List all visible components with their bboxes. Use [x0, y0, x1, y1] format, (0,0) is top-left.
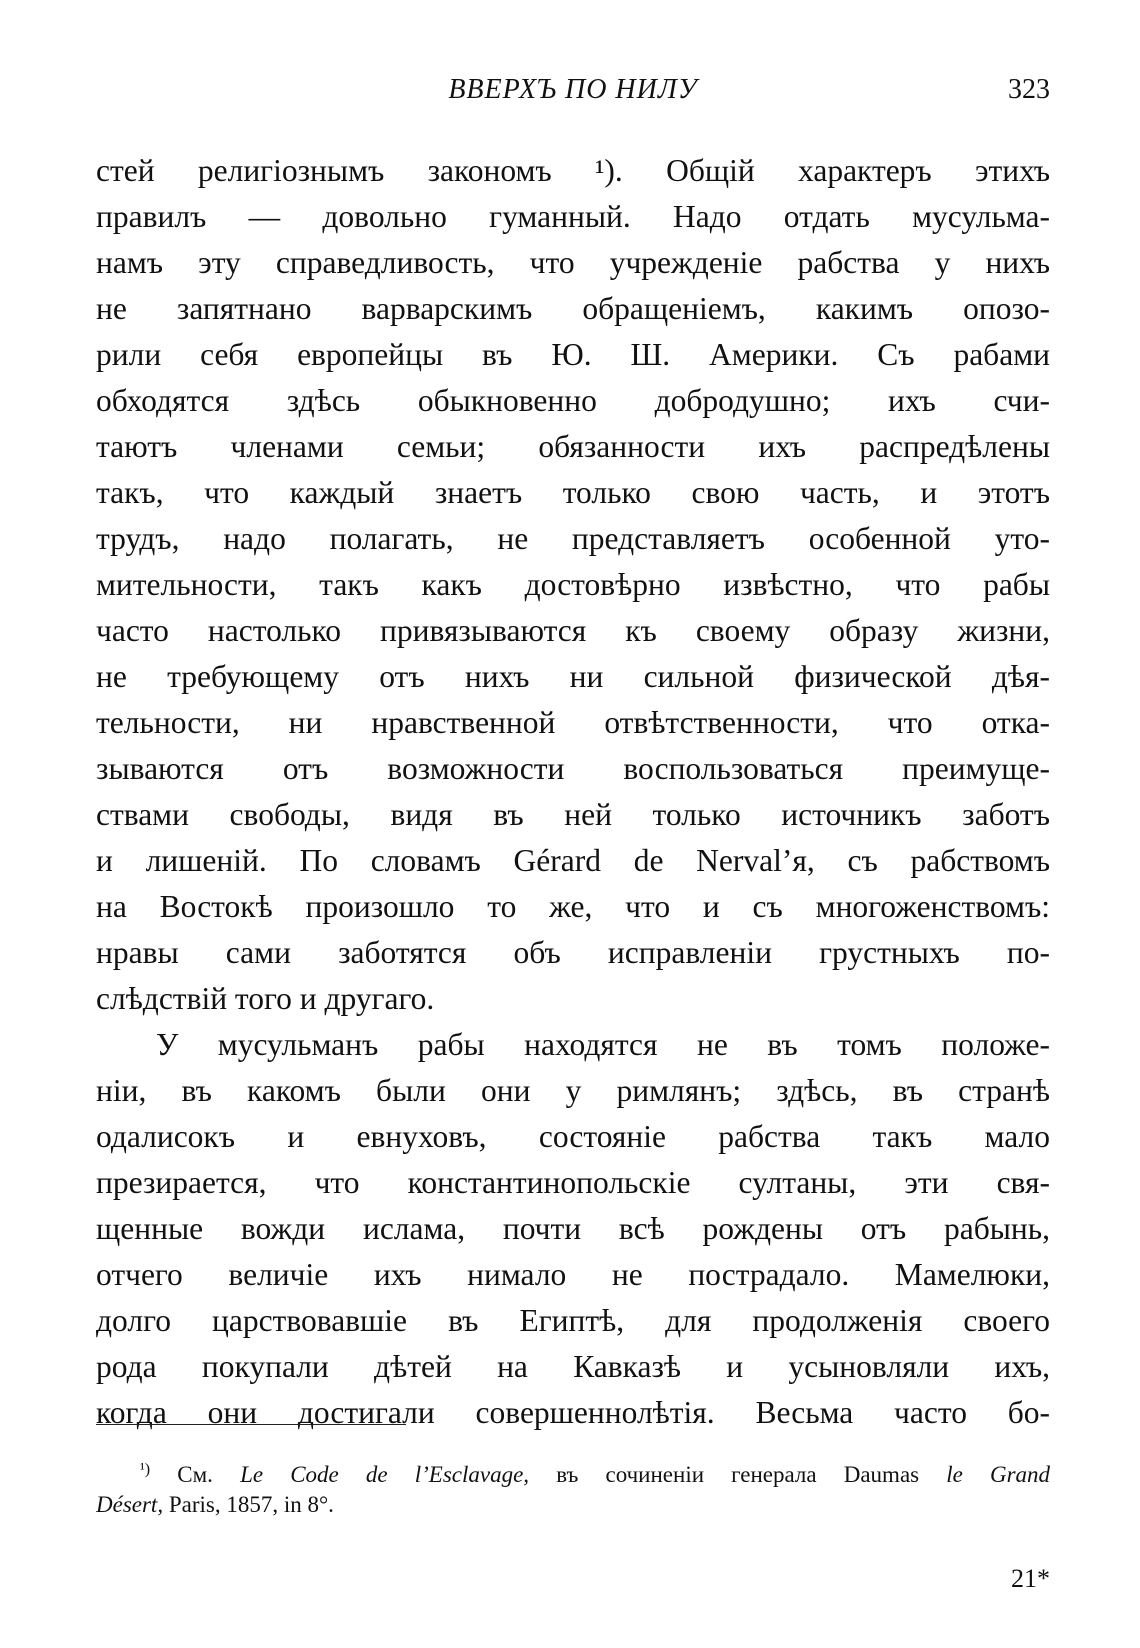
text-line: не требующему отъ нихъ ни сильной физической дѣя-	[96, 659, 1050, 694]
text-line: долго царствовавшіе въ Египтѣ, для продолженія своего	[96, 1303, 1050, 1338]
footnote-tail: Paris, 1857, in 8°.	[168, 1492, 334, 1517]
text-line: обходятся здѣсь обыкновенно добродушно; ихъ счи-	[96, 383, 1050, 418]
text-line: рода покупали дѣтей на Кавказѣ и усыновляли ихъ,	[96, 1349, 1050, 1384]
footnote-middle: въ сочиненіи генерала Daumas	[556, 1462, 920, 1487]
text-line: У мусульманъ рабы находятся не въ томъ положе-	[156, 1027, 1050, 1062]
footnote-work-title: le Grand	[946, 1462, 1050, 1487]
footnote-line	[96, 1487, 1050, 1522]
text-line: ствами свободы, видя въ ней только источникъ заботъ	[96, 797, 1050, 832]
footnote-prefix: См.	[177, 1462, 213, 1487]
text-line: отчего величіе ихъ нимало не пострадало. Мамелюки,	[96, 1257, 1050, 1292]
text-line: тельности, ни нравственной отвѣтственности, что отка-	[96, 705, 1050, 740]
text-line: трудъ, надо полагать, не представляетъ особенной уто-	[96, 521, 1050, 556]
page-number: 323	[1008, 74, 1050, 105]
text-line: на Востокѣ произошло то же, что и съ многоженствомъ:	[96, 889, 1050, 924]
text-line: стей религіознымъ закономъ ¹). Общій характеръ этихъ	[96, 153, 1050, 188]
footnote-marker: ¹)	[140, 1461, 151, 1478]
text-line: щенные вожди ислама, почти всѣ рождены отъ рабынь,	[96, 1211, 1050, 1246]
text-line: не запятнано варварскимъ обращеніемъ, какимъ опозо-	[96, 291, 1050, 326]
text-line: презирается, что константинопольскіе султаны, эти свя-	[96, 1165, 1050, 1200]
running-head	[96, 74, 1050, 114]
paragraph-1	[96, 148, 1050, 1022]
text-line: слѣдствій того и другаго.	[96, 981, 435, 1016]
text-line: рили себя европейцы въ Ю. Ш. Америки. Съ рабами	[96, 337, 1050, 372]
text-line: когда они достигали совершеннолѣтія. Весьма часто бо-	[96, 1395, 1050, 1430]
footnote-book-title: Le Code de l’Esclavage,	[240, 1462, 530, 1487]
body-text	[96, 148, 1050, 1436]
text-line: нравы сами заботятся объ исправленіи грустныхъ по-	[96, 935, 1050, 970]
text-line: зываются отъ возможности воспользоваться преимуще-	[96, 751, 1050, 786]
text-line: правилъ — довольно гуманный. Надо отдать мусульма-	[96, 199, 1050, 234]
footnote-divider	[96, 1424, 406, 1425]
footnote-work-title-cont: Désert,	[96, 1492, 164, 1517]
text-line: и лишеній. По словамъ Gérard de Nerval’я, съ рабствомъ	[96, 843, 1050, 878]
text-line: такъ, что каждый знаетъ только свою часть, и этотъ	[96, 475, 1050, 510]
paragraph-2	[96, 1022, 1050, 1436]
text-line: таютъ членами семьи; обязанности ихъ распредѣлены	[96, 429, 1050, 464]
text-line: ніи, въ какомъ были они у римлянъ; здѣсь, въ странѣ	[96, 1073, 1050, 1108]
text-line: намъ эту справедливость, что учрежденіе рабства у нихъ	[96, 245, 1050, 280]
text-line: одалисокъ и евнуховъ, состояніе рабства такъ мало	[96, 1119, 1050, 1154]
text-line: часто настолько привязываются къ своему образу жизни,	[96, 613, 1050, 648]
footnote	[96, 1452, 1050, 1522]
text-line: мительности, такъ какъ достовѣрно извѣстно, что рабы	[96, 567, 1050, 602]
signature-mark: 21*	[1011, 1564, 1050, 1593]
footnote-line	[96, 1452, 1050, 1487]
running-title: ВВЕРХЪ ПО НИЛУ	[448, 74, 698, 105]
